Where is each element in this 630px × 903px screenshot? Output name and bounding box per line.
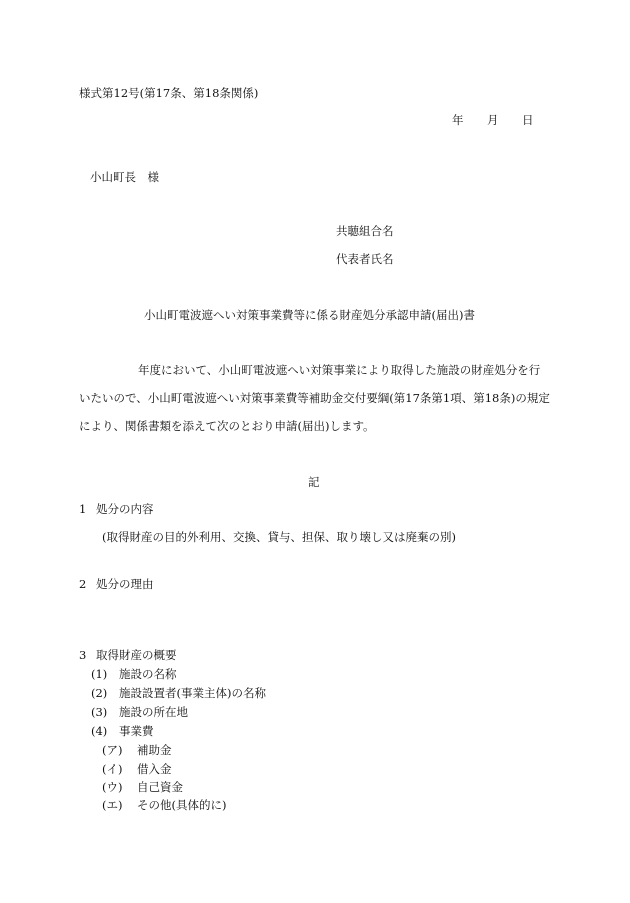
body-line-3: により、関係書類を添えて次のとおり申請(届出)します。 <box>79 419 375 433</box>
item-4-label: 事業費 <box>119 724 154 738</box>
item-3-label: 施設の所在地 <box>119 705 188 719</box>
section1-note: (取得財産の目的外利用、交換、貸与、担保、取り壊し又は廃棄の別) <box>102 530 456 544</box>
body-line-2: いたいので、小山町電波遮へい対策事業費等補助金交付要綱(第17条第1項、第18条)の規定 <box>79 391 550 405</box>
section1-label: 処分の内容 <box>96 502 154 516</box>
subitem-u-label: 自己資金 <box>137 780 183 794</box>
document-title: 小山町電波遮へい対策事業費等に係る財産処分承認申請(届出)書 <box>144 308 475 322</box>
ki-heading: 記 <box>308 475 320 489</box>
item-2-number: (2) <box>91 686 108 700</box>
subitem-i-number: (イ) <box>102 762 123 776</box>
subitem-e-label: その他(具体的に) <box>137 798 227 812</box>
representative-name-label: 代表者氏名 <box>336 252 394 266</box>
subitem-i-label: 借入金 <box>137 762 172 776</box>
item-1-number: (1) <box>91 667 108 681</box>
item-2-label: 施設設置者(事業主体)の名称 <box>119 686 266 700</box>
item-4-number: (4) <box>91 724 108 738</box>
addressee: 小山町長 様 <box>90 170 159 184</box>
date-day-label: 日 <box>522 113 534 127</box>
subitem-a-number: (ア) <box>102 743 123 757</box>
item-3-number: (3) <box>91 705 108 719</box>
section2-label: 処分の理由 <box>96 577 154 591</box>
date-month-label: 月 <box>487 113 499 127</box>
item-1-label: 施設の名称 <box>119 667 177 681</box>
union-name-label: 共聴組合名 <box>336 224 394 238</box>
date-year-label: 年 <box>452 113 464 127</box>
section3-number: 3 <box>79 648 87 662</box>
section1-number: 1 <box>79 502 87 516</box>
subitem-u-number: (ウ) <box>102 780 123 794</box>
subitem-e-number: (エ) <box>102 798 123 812</box>
body-line-1: 年度において、小山町電波遮へい対策事業により取得した施設の財産処分を行 <box>138 363 541 377</box>
form-number: 様式第12号(第17条、第18条関係) <box>79 86 259 100</box>
section3-label: 取得財産の概要 <box>96 648 177 662</box>
section2-number: 2 <box>79 577 87 591</box>
subitem-a-label: 補助金 <box>137 743 172 757</box>
